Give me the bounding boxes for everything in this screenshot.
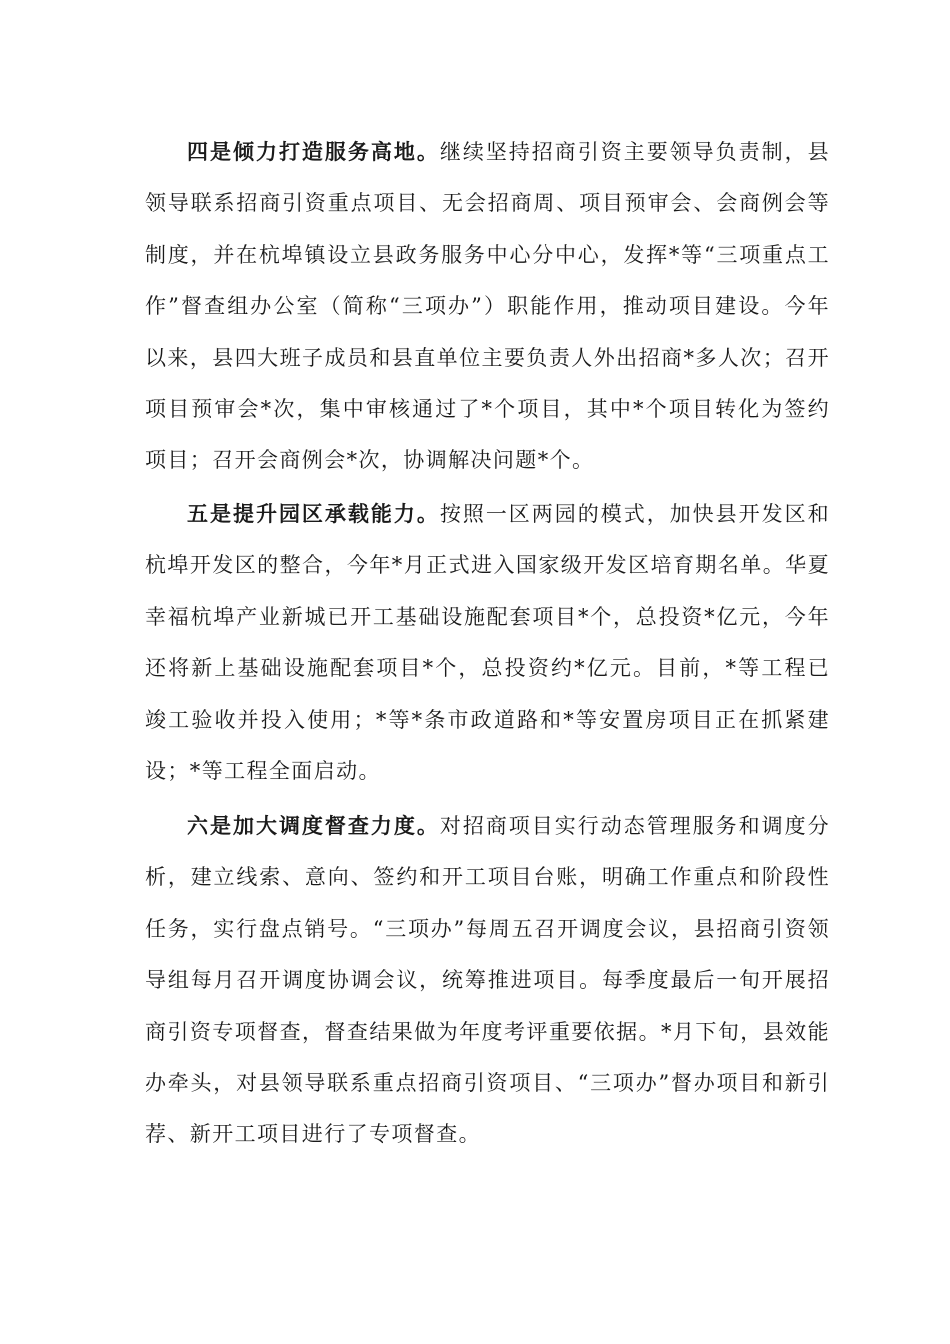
paragraph-heading: 六是加大调度督查力度。 (187, 813, 440, 838)
paragraph-heading: 五是提升园区承载能力。 (187, 501, 440, 526)
paragraph-heading: 四是倾力打造服务高地。 (187, 139, 440, 164)
paragraph-body: 按照一区两园的模式，加快县开发区和杭埠开发区的整合，今年*月正式进入国家级开发区培育期名单。华夏幸福杭埠产业新城已开工基础设施配套项目*个，总投资*亿元，今年还将新上基础设施配套项目*个，总投资约*亿元。目前，*等工程已竣工验收并投入使用；*等*条市政道路和*等安置房项目正在抓紧建设；*等工程全面启动。 (145, 502, 830, 784)
paragraph-body: 对招商项目实行动态管理服务和调度分析，建立线索、意向、签约和开工项目台账，明确工作重点和阶段性任务，实行盘点销号。“三项办”每周五召开调度会议，县招商引资领导组每月召开调度协调会议，统筹推进项目。每季度最后一旬开展招商引资专项督查，督查结果做为年度考评重要依据。*月下旬，县效能办牵头，对县领导联系重点招商引资项目、“三项办”督办项目和新引荐、新开工项目进行了专项督查。 (145, 814, 830, 1147)
paragraph-park-capacity (145, 488, 830, 797)
paragraph-body: 继续坚持招商引资主要领导负责制，县领导联系招商引资重点项目、无会招商周、项目预审会、会商例会等制度，并在杭埠镇设立县政务服务中心分中心，发挥*等“三项重点工作”督查组办公室（简称“三项办”）职能作用，推动项目建设。今年以来，县四大班子成员和县直单位主要负责人外出招商*多人次；召开项目预审会*次，集中审核通过了*个项目，其中*个项目转化为签约项目；召开会商例会*次，协调解决问题*个。 (145, 140, 830, 473)
paragraph-dispatch-supervision (145, 800, 830, 1161)
paragraph-service-highland (145, 126, 830, 487)
